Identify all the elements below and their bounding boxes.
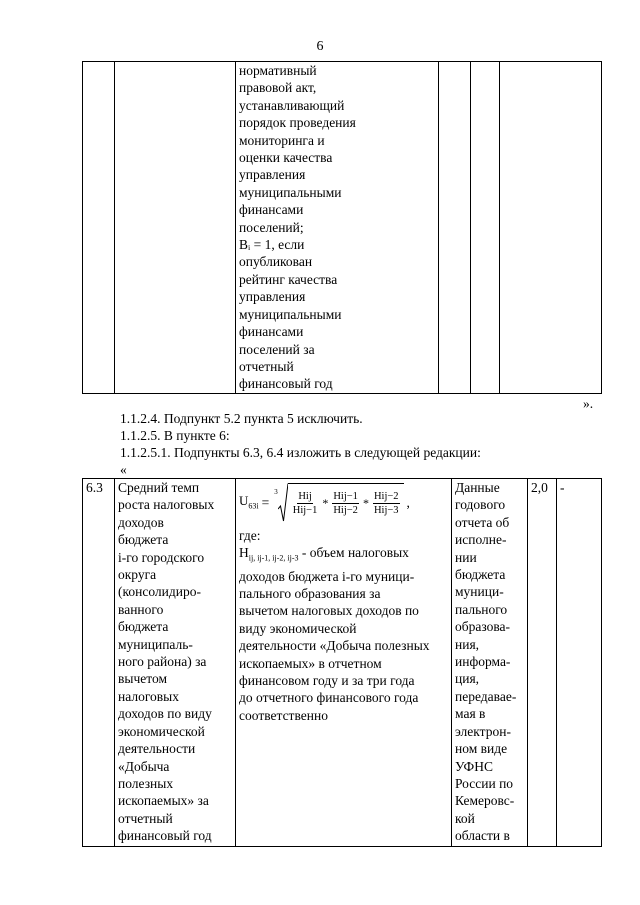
text-line: оценки качества bbox=[239, 150, 333, 166]
text-line: Данные bbox=[455, 480, 500, 495]
root-index: 3 bbox=[274, 488, 278, 497]
text-line: до отчетного финансового года bbox=[239, 690, 419, 706]
formula-description: $H_{ij, ij-1, ij-2, ij-3}$ - объем налоговых доходов бюджета i-го муници- пального образования за вычетом налоговых доходов по виду экономической деятельности «Добыча полезных ископаемых» в отчетном финансовом году и за три года до отчетного финансового года соответственно bbox=[239, 544, 448, 724]
text-line: нормативный bbox=[239, 63, 317, 78]
text-line: Средний темп bbox=[118, 480, 200, 495]
text-line: ция, bbox=[455, 671, 480, 687]
text-line: финансовом году и за три года bbox=[239, 672, 415, 688]
text-line: муниципаль- bbox=[118, 636, 193, 652]
text-line: опубликован bbox=[239, 254, 313, 270]
text-line: финансовый год bbox=[239, 376, 333, 392]
cell-weight bbox=[439, 62, 471, 394]
text-line: исполне- bbox=[455, 532, 507, 548]
formula-comma: , bbox=[406, 495, 410, 511]
text-line: поселений; bbox=[239, 219, 304, 235]
text-line: поселений за bbox=[239, 341, 315, 357]
text-line: округа bbox=[118, 567, 157, 583]
text-line: муници- bbox=[455, 584, 504, 600]
cell-name bbox=[115, 479, 236, 847]
text-line: бюджета bbox=[118, 532, 169, 548]
text-line: полезных bbox=[118, 775, 174, 791]
text-line: роста налоговых bbox=[118, 497, 215, 513]
text-line: устанавливающий bbox=[239, 97, 345, 113]
cell-weight: 2,0 bbox=[528, 479, 557, 847]
text-line: ванного bbox=[118, 601, 164, 617]
text-line: бюджета bbox=[118, 619, 169, 635]
text-line: области в bbox=[455, 828, 510, 844]
cell-dash: - bbox=[557, 479, 602, 847]
text-line: Bᵢ = 1, если bbox=[239, 237, 305, 253]
text-line: УФНС bbox=[455, 758, 493, 774]
text-line: годового bbox=[455, 497, 506, 513]
text-line: образова- bbox=[455, 619, 511, 635]
cell-num: 6.3 bbox=[83, 479, 115, 847]
cell-num bbox=[83, 62, 115, 394]
text-line: деятельности «Добыча полезных bbox=[239, 638, 430, 654]
text-line: ископаемых» за bbox=[118, 793, 209, 809]
text-line: i-го городского bbox=[118, 549, 205, 565]
fraction-3: $\frac{\text{Hij−2}}{\text{Hij−3}}$ bbox=[373, 491, 399, 516]
text-line: соответственно bbox=[239, 707, 328, 723]
text-line: ископаемых» в отчетном bbox=[239, 655, 382, 671]
cell-dash bbox=[471, 62, 500, 394]
text-line: финансами bbox=[239, 202, 304, 218]
text-line: ном виде bbox=[455, 741, 508, 757]
cell-source bbox=[452, 479, 528, 847]
text-line: управления bbox=[239, 289, 306, 305]
paragraph-3: 1.1.2.5.1. Подпункты 6.3, 6.4 изложить в следующей редакции: bbox=[120, 445, 481, 460]
text-line: «Добыча bbox=[118, 758, 170, 774]
text-line: муниципальными bbox=[239, 184, 342, 200]
paragraph-1: 1.1.2.4. Подпункт 5.2 пункта 5 исключить. bbox=[120, 411, 363, 426]
text-line: пального образования за bbox=[239, 585, 381, 601]
formula-lhs: $U_{63i}$ bbox=[239, 492, 259, 511]
text-line: мая в bbox=[455, 706, 486, 722]
text-line: налоговых bbox=[118, 688, 179, 704]
text-line: нии bbox=[455, 549, 477, 565]
text-line: ного района) за bbox=[118, 654, 207, 670]
page-number: 6 bbox=[316, 39, 324, 54]
formula-equals: = bbox=[261, 495, 270, 511]
text-line: вычетом bbox=[118, 671, 167, 687]
text-line: экономической bbox=[118, 723, 205, 739]
opening-quote: « bbox=[120, 462, 127, 477]
text-line: доходов bbox=[118, 514, 164, 530]
text-line: доходов бюджета i-го муници- bbox=[239, 568, 415, 584]
text-line: передавае- bbox=[455, 688, 517, 704]
closing-quote: ». bbox=[583, 396, 594, 411]
text-line: правовой акт, bbox=[239, 80, 317, 96]
table-continuation bbox=[82, 61, 602, 394]
text-line: финансами bbox=[239, 324, 304, 340]
text-line: управления bbox=[239, 167, 306, 183]
text-line: муниципальными bbox=[239, 306, 342, 322]
radical-sign-icon bbox=[278, 483, 288, 523]
text-line: доходов по виду bbox=[118, 706, 212, 722]
text-line: мониторинга и bbox=[239, 132, 325, 148]
text-line: ния, bbox=[455, 636, 480, 652]
text-line: Кемеровс- bbox=[455, 793, 515, 809]
text-line: деятельности bbox=[118, 741, 196, 757]
cell-formula-continuation bbox=[236, 62, 439, 394]
cell-formula bbox=[236, 479, 452, 847]
fraction-2: $\frac{\text{Hij−1}}{\text{Hij−2}}$ bbox=[333, 491, 358, 516]
formula bbox=[239, 481, 448, 525]
text-line: (консолидиро- bbox=[118, 584, 201, 600]
text-line: порядок проведения bbox=[239, 115, 356, 131]
table-row bbox=[83, 479, 602, 847]
radical bbox=[278, 483, 404, 523]
text-line: отчетный bbox=[118, 810, 173, 826]
text-line: бюджета bbox=[455, 567, 506, 583]
text-line: кой bbox=[455, 810, 475, 826]
text-line: виду экономической bbox=[239, 620, 357, 636]
cell-source bbox=[500, 62, 602, 394]
text-line: финансовый год bbox=[118, 828, 212, 844]
text-line: электрон- bbox=[455, 723, 511, 739]
radicand: $\frac{\text{Hij}}{\text{Hij−1}}$ * $\frac{\text{Hij−1}}{\text{Hij−2}}$ * $\frac{\text{Hij−2}}{\text{Hij−3}}$ bbox=[288, 483, 404, 523]
text-line: пального bbox=[455, 601, 508, 617]
where-label: где: bbox=[239, 528, 261, 543]
table-row bbox=[83, 62, 602, 394]
text-line: информа- bbox=[455, 654, 511, 670]
text-line: вычетом налоговых доходов по bbox=[239, 603, 419, 619]
fraction-1: $\frac{\text{Hij}}{\text{Hij−1}}$ bbox=[292, 491, 318, 516]
paragraph-2: 1.1.2.5. В пункте 6: bbox=[120, 428, 230, 443]
text-line: России по bbox=[455, 775, 514, 791]
text-line: отчета об bbox=[455, 514, 510, 530]
text-line: рейтинг качества bbox=[239, 271, 338, 287]
text-line: отчетный bbox=[239, 358, 294, 374]
cell-name bbox=[115, 62, 236, 394]
indicator-table bbox=[82, 478, 602, 847]
